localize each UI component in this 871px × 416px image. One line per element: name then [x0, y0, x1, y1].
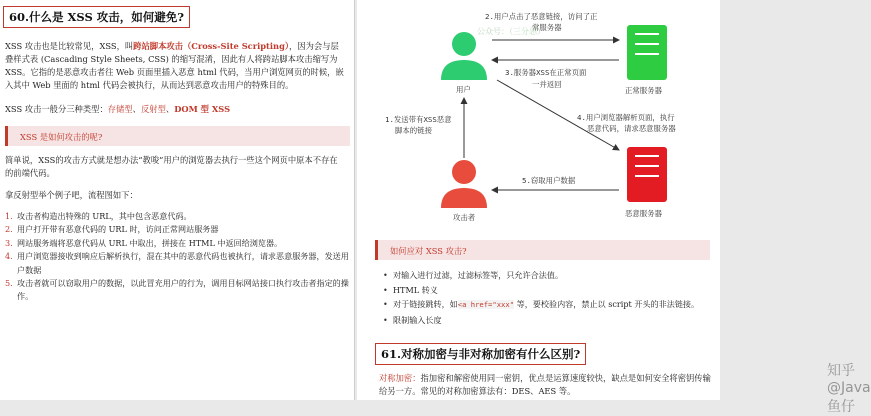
normal-server-label: 正常服务器 [625, 86, 662, 95]
defense-item [383, 297, 699, 313]
reflected-example-intro: 拿反射型举个例子吧，流程图如下： [5, 190, 138, 200]
step-number: 4. [5, 251, 13, 262]
xss-definition-paragraph [5, 40, 345, 92]
attacker-label: 攻击者 [453, 213, 476, 222]
left-page [0, 0, 355, 400]
zhihu-watermark: 知乎 @Java鱼仔 [827, 363, 871, 415]
arrow5-label: 5.窃取用户数据 [522, 176, 576, 185]
attack-steps-list [5, 210, 350, 304]
text-segment: 存储型 [107, 104, 133, 114]
attack-step-item [5, 250, 350, 277]
arrow3-label-line2: 一并返回 [532, 80, 562, 89]
arrow1-label-line2: 脚本的链接 [395, 126, 432, 135]
malicious-server-icon [627, 147, 667, 202]
attack-step-item [5, 223, 350, 236]
step-number: 1. [5, 211, 13, 221]
subheading-text: XSS 是如何攻击的呢? [20, 132, 103, 142]
text-segment: 、 [132, 104, 141, 114]
step-text: 攻击者构造出特殊的 URL，其中包含恶意代码。 [17, 211, 192, 221]
arrow4-label-line1: 4.用户浏览器解析页面，执行 [577, 113, 675, 122]
subheading-how-xss-attacks [5, 126, 350, 146]
subheading-defend-xss [375, 240, 710, 260]
malicious-server-label: 恶意服务器 [625, 209, 662, 218]
user-label: 用户 [456, 85, 471, 94]
section-title-60: 60.什么是 XSS 攻击，如何避免? [3, 6, 190, 28]
text-segment: XSS 攻击一般分三种类型： [5, 104, 108, 114]
attack-step-item [5, 210, 350, 223]
text-segment: 指加密和解密使用同一密钥，优点是运算速度较快，缺点是如何安全将密钥传输给另一方。常见的对称加密算法有：DES、AES 等。 [379, 373, 711, 396]
defense-item: • HTML 转义 [383, 283, 699, 298]
defense-text: 对于链接跳转，如 [393, 299, 458, 309]
attack-step-item [5, 277, 350, 304]
defense-text: 等，要校验内容，禁止以 script 开头的非法链接。 [514, 299, 700, 309]
watermark-text: 公众号：（三分恶） [477, 27, 545, 36]
user-person-icon [441, 32, 487, 80]
xss-defense-list [383, 268, 699, 327]
text-segment: DOM 型 XSS [174, 104, 231, 114]
arrow3-label-line1: 3.服务器XSS在正常页面 [505, 68, 587, 77]
attacker-person-icon [441, 160, 487, 208]
defense-item: • 限制输入长度 [383, 313, 699, 328]
defense-item: • 对输入进行过滤，过滤标签等，只允许合法值。 [383, 268, 699, 283]
arrow4-label-line2: 恶意代码，请求恶意服务器 [587, 124, 676, 133]
step-number: 5. [5, 278, 13, 289]
xss-types-paragraph [5, 103, 345, 116]
arrow2-label-line2: 常服务器 [532, 23, 562, 32]
xss-simple-explanation: 简单说，XSS的攻击方式就是想办法“教唆”用户的浏览器去执行一些这个网页中原本不存在的前端代码。 [5, 155, 338, 178]
step-number: 3. [5, 237, 13, 248]
step-text: 用户浏览器接收到响应后解析执行，混在其中的恶意代码也被执行，请求恶意服务器，发送用户数据 [17, 251, 349, 275]
text-segment: 、 [165, 104, 175, 114]
text-segment: 对称加密： [379, 373, 421, 383]
step-text: 用户打开带有恶意代码的 URL 时，访问正常网站服务器 [17, 224, 219, 235]
text-segment: XSS 攻击也是比较常见，XSS，叫 [5, 41, 134, 51]
section-title-61: 61.对称加密与非对称加密有什么区别? [375, 343, 586, 365]
normal-server-icon [627, 25, 667, 80]
symmetric-encryption-paragraph [379, 372, 714, 398]
right-page [357, 0, 871, 415]
code-snippet: <a href="xxx" [457, 300, 515, 309]
step-text: 攻击者就可以窃取用户的数据，以此冒充用户的行为，调用目标网站接口执行攻击者指定的操作。 [17, 278, 349, 302]
arrow2-label-line1: 2.用户点击了恶意链接，访问了正 [485, 12, 598, 21]
text-segment: ，因为会与层叠样式表 (Cascading Style Sheets, CSS) 的缩写混淆，因此有人将跨站脚本攻击缩写为 XSS。它指的是恶意攻击者往 Web 页面里插入恶意 html 代码，当用户浏览网页的时候，嵌入其中 Web 里面的 html 代码会被执行，从而达到恶意攻击用户的特殊目的。 [5, 41, 344, 90]
arrow1-label-line1: 1.发送带有XSS恶意 [385, 115, 452, 124]
attack-step-item [5, 237, 350, 250]
text-segment: 跨站脚本攻击（Cross-Site Scripting） [133, 41, 290, 51]
step-text: 网站服务端将恶意代码从 URL 中取出，拼接在 HTML 中返回给浏览器。 [17, 237, 283, 248]
subheading-text: 如何应对 XSS 攻击? [390, 246, 467, 256]
step-number: 2. [5, 224, 13, 235]
text-segment: 反射型 [140, 104, 166, 114]
